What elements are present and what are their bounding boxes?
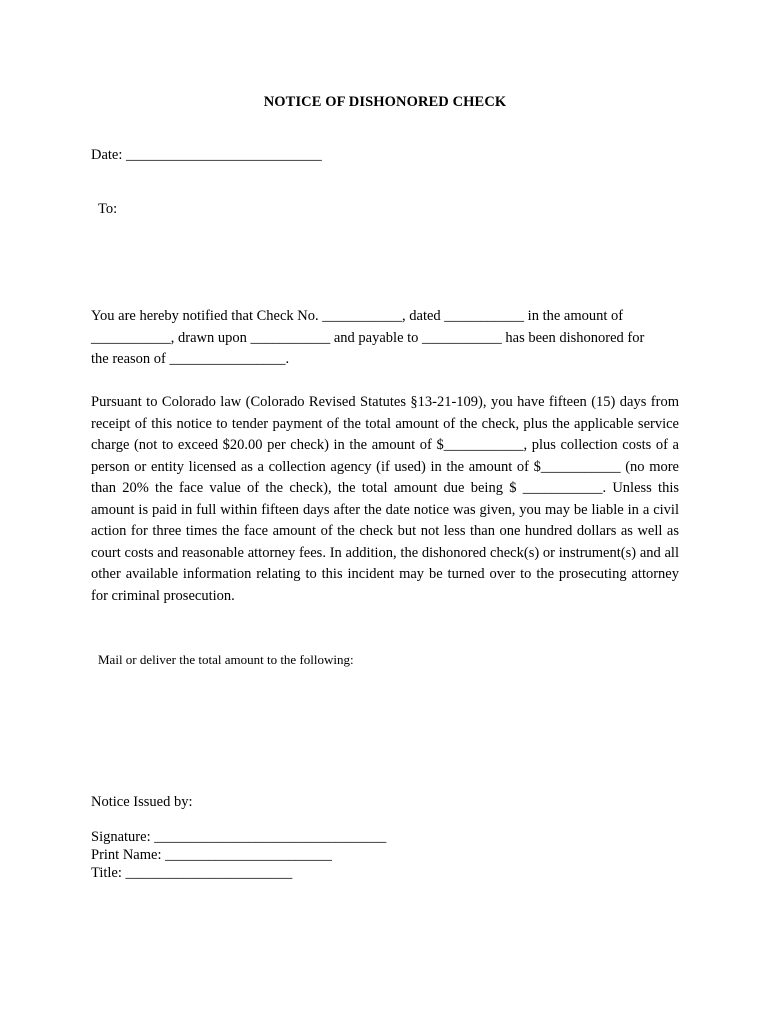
notice-paragraph-line: You are hereby notified that Check No. ___________, dated ___________ in the amount of — [91, 308, 624, 324]
to-label: To: — [98, 201, 118, 217]
signature-field: Signature: ________________________________ — [91, 829, 387, 845]
mail-instruction: Mail or deliver the total amount to the following: — [98, 652, 354, 667]
notice-paragraph — [91, 306, 691, 371]
date-field: Date: ___________________________ — [91, 147, 322, 163]
notice-issued-by: Notice Issued by: — [91, 794, 193, 810]
document-title: NOTICE OF DISHONORED CHECK — [263, 94, 507, 110]
legal-paragraph: Pursuant to Colorado law (Colorado Revised Statutes §13-21-109), you have fifteen (15) days from receipt of this notice to tender payment of the total amount of the check, plus the applicable service charge (not to exceed $20.00 per check) in the amount of $___________, plus collection costs of a person or entity licensed as a collection agency (if used) in the amount of $___________ (no more than 20% the face value of the check), the total amount due being $ ___________. Unless this amount is paid in full within fifteen days after the date notice was given, you may be liable in a civil action for three times the face amount of the check but not less than one hundred dollars as well as court costs and reasonable attorney fees. In addition, the dishonored check(s) or instrument(s) and all other available information relating to this incident may be turned over to the prosecuting attorney for criminal prosecution. — [91, 394, 679, 604]
print-name-field: Print Name: _______________________ — [91, 847, 332, 863]
notice-paragraph-line: the reason of ________________. — [91, 351, 290, 367]
notice-paragraph-line: ___________, drawn upon ___________ and payable to ___________ has been dishonored for — [91, 329, 645, 346]
title-field: Title: _______________________ — [91, 865, 293, 881]
